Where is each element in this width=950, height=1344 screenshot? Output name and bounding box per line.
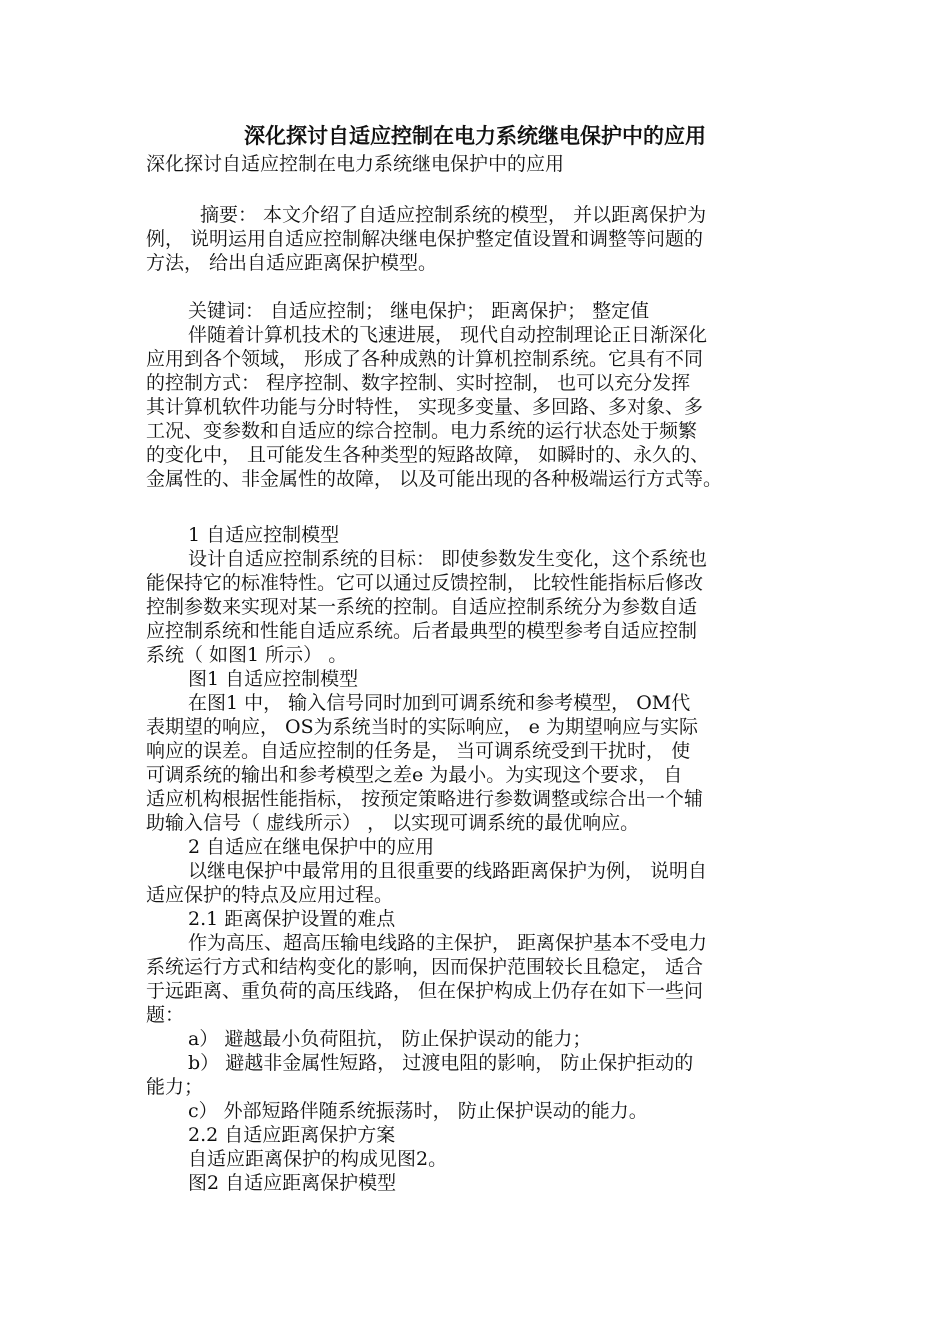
section-heading: 1 自适应控制模型: [188, 524, 340, 546]
body-line: 的变化中， 且可能发生各种类型的短路故障， 如瞬时的、永久的、: [146, 444, 710, 466]
body-line: 在图1 中， 输入信号同时加到可调系统和参考模型， OM代: [188, 692, 691, 714]
body-line: 助输入信号（ 虚线所示） ， 以实现可调系统的最优响应。: [146, 812, 640, 834]
subtitle-line: 深化探讨自适应控制在电力系统继电保护中的应用: [146, 153, 565, 175]
body-line: 系统运行方式和结构变化的影响，因而保护范围较长且稳定， 适合: [146, 956, 704, 978]
body-line: 可调系统的输出和参考模型之差e 为最小。为实现这个要求， 自: [146, 764, 683, 786]
body-line: 以继电保护中最常用的且很重要的线路距离保护为例， 说明自: [188, 860, 708, 882]
body-line: 控制参数来实现对某一系统的控制。自适应控制系统分为参数自适: [146, 596, 698, 618]
body-line: 题：: [146, 1004, 185, 1026]
body-line: 适应机构根据性能指标， 按预定策略进行参数调整或综合出一个辅: [146, 788, 704, 810]
body-line: 能保持它的标准特性。它可以通过反馈控制， 比较性能指标后修改: [146, 572, 704, 594]
body-line: 作为高压、超高压输电线路的主保护， 距离保护基本不受电力: [188, 932, 708, 954]
body-line: 伴随着计算机技术的飞速进展， 现代自动控制理论正日渐深化: [188, 324, 708, 346]
list-item-continuation: 能力；: [146, 1076, 204, 1098]
body-line: 的控制方式： 程序控制、数字控制、实时控制， 也可以充分发挥: [146, 372, 691, 394]
body-line: 工况、变参数和自适应的综合控制。电力系统的运行状态处于频繁: [146, 420, 698, 442]
abstract-line: 例， 说明运用自适应控制解决继电保护整定值设置和调整等问题的: [146, 228, 704, 250]
abstract-line: 方法， 给出自适应距离保护模型。: [146, 252, 438, 274]
list-item: c） 外部短路伴随系统振荡时， 防止保护误动的能力。: [188, 1100, 648, 1122]
document-title: 深化探讨自适应控制在电力系统继电保护中的应用: [244, 124, 706, 148]
section-heading: 2 自适应在继电保护中的应用: [188, 836, 435, 858]
body-line: 表期望的响应， OS为系统当时的实际响应， e 为期望响应与实际: [146, 716, 698, 738]
body-line: 应用到各个领域， 形成了各种成熟的计算机控制系统。它具有不同: [146, 348, 704, 370]
body-line: 响应的误差。自适应控制的任务是， 当可调系统受到干扰时， 使: [146, 740, 691, 762]
body-line: 其计算机软件功能与分时特性， 实现多变量、多回路、多对象、多: [146, 396, 704, 418]
figure-caption: 图2 自适应距离保护模型: [188, 1172, 397, 1194]
body-line: 设计自适应控制系统的目标： 即使参数发生变化，这个系统也: [188, 548, 708, 570]
figure-caption: 图1 自适应控制模型: [188, 668, 359, 690]
body-line: 自适应距离保护的构成见图2。: [188, 1148, 448, 1170]
list-item: a） 避越最小负荷阻抗， 防止保护误动的能力；: [188, 1028, 592, 1050]
body-line: 应控制系统和性能自适应系统。后者最典型的模型参考自适应控制: [146, 620, 698, 642]
keywords-line: 关键词： 自适应控制； 继电保护； 距离保护； 整定值: [188, 300, 650, 322]
list-item: b） 避越非金属性短路， 过渡电阻的影响， 防止保护拒动的: [188, 1052, 694, 1074]
subsection-heading: 2.1 距离保护设置的难点: [188, 908, 396, 930]
subsection-heading: 2.2 自适应距离保护方案: [188, 1124, 396, 1146]
abstract-line: 摘要： 本文介绍了自适应控制系统的模型， 并以距离保护为: [200, 204, 707, 226]
body-line: 系统（ 如图1 所示） 。: [146, 644, 348, 666]
body-line: 于远距离、重负荷的高压线路， 但在保护构成上仍存在如下一些问: [146, 980, 704, 1002]
body-line: 金属性的、非金属性的故障， 以及可能出现的各种极端运行方式等。: [146, 468, 723, 490]
body-line: 适应保护的特点及应用过程。: [146, 884, 394, 906]
